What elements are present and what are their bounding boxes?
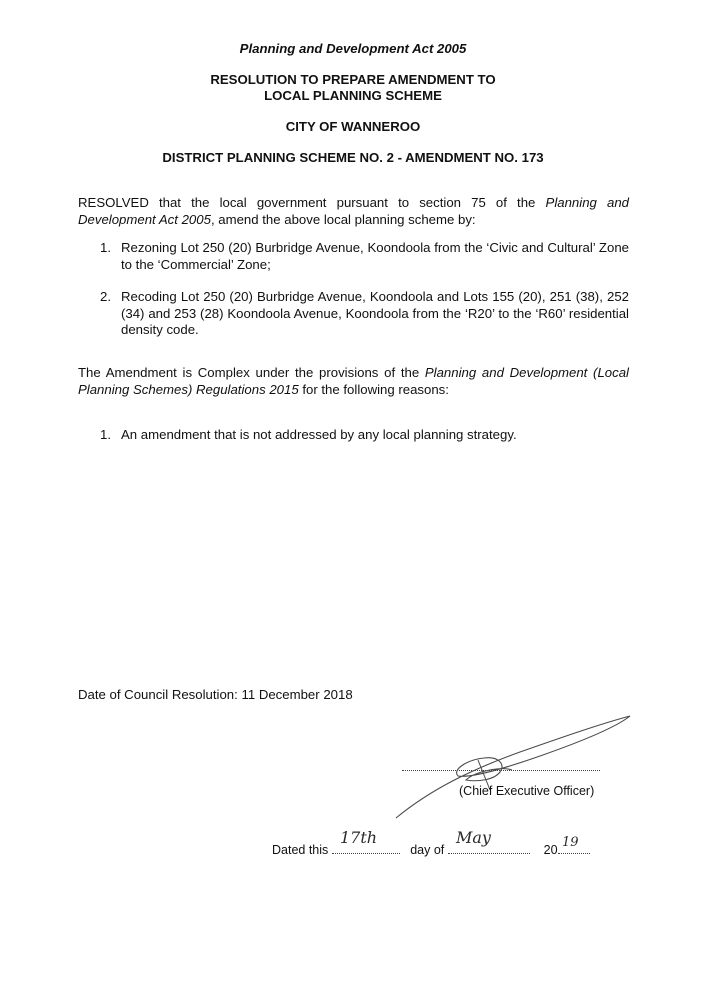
act-title: Planning and Development Act 2005 <box>239 41 467 56</box>
heading-line-2: LOCAL PLANNING SCHEME <box>264 88 442 103</box>
resolution-intro-suffix: , amend the above local planning scheme by: <box>210 211 476 227</box>
heading-line-1: RESOLUTION TO PREPARE AMENDMENT TO <box>210 72 496 87</box>
year-prefix: 20 <box>543 843 558 857</box>
resolution-intro-act: Planning and Development Act 2005 <box>78 195 629 227</box>
handwritten-day: 17th <box>340 828 378 847</box>
scheme-amendment-title: DISTRICT PLANNING SCHEME NO. 2 - AMENDMENT NO. 173 <box>162 150 544 165</box>
resolution-intro-prefix: RESOLVED that the local government pursuant to section 75 of the <box>78 195 546 210</box>
complexity-prefix: The Amendment is Complex under the provisions of the <box>78 365 425 380</box>
city-name: CITY OF WANNEROO <box>285 119 421 134</box>
handwritten-month: May <box>456 828 491 847</box>
complexity-regulations: Planning and Development (Local Planning Schemes) Regulations 2015 <box>78 365 629 397</box>
list-item-number: 1. <box>100 427 111 442</box>
handwritten-year: 19 <box>562 835 579 850</box>
ceo-label: (Chief Executive Officer) <box>459 784 595 798</box>
complexity-suffix: for the following reasons: <box>298 381 449 397</box>
date-of-council-resolution: Date of Council Resolution: 11 December 2018 <box>78 687 353 702</box>
day-of-label: day of <box>410 843 445 857</box>
dated-this-label: Dated this <box>272 843 329 857</box>
dated-line <box>272 843 590 857</box>
list-item-text: Rezoning Lot 250 (20) Burbridge Avenue, Koondoola from the ‘Civic and Cultural’ Zone to the ‘Commercial’ Zone; <box>121 240 629 272</box>
list-item-number: 1. <box>100 240 111 255</box>
list-item-text: An amendment that is not addressed by any local planning strategy. <box>121 427 517 442</box>
list-item-number: 2. <box>100 289 111 304</box>
list-item-text: Recoding Lot 250 (20) Burbridge Avenue, Koondoola and Lots 155 (20), 251 (38), 252 (34) and 253 (28) Koondoola Avenue, Koondoola from the ‘R20’ to the ‘R60’ residential density code. <box>121 289 629 337</box>
